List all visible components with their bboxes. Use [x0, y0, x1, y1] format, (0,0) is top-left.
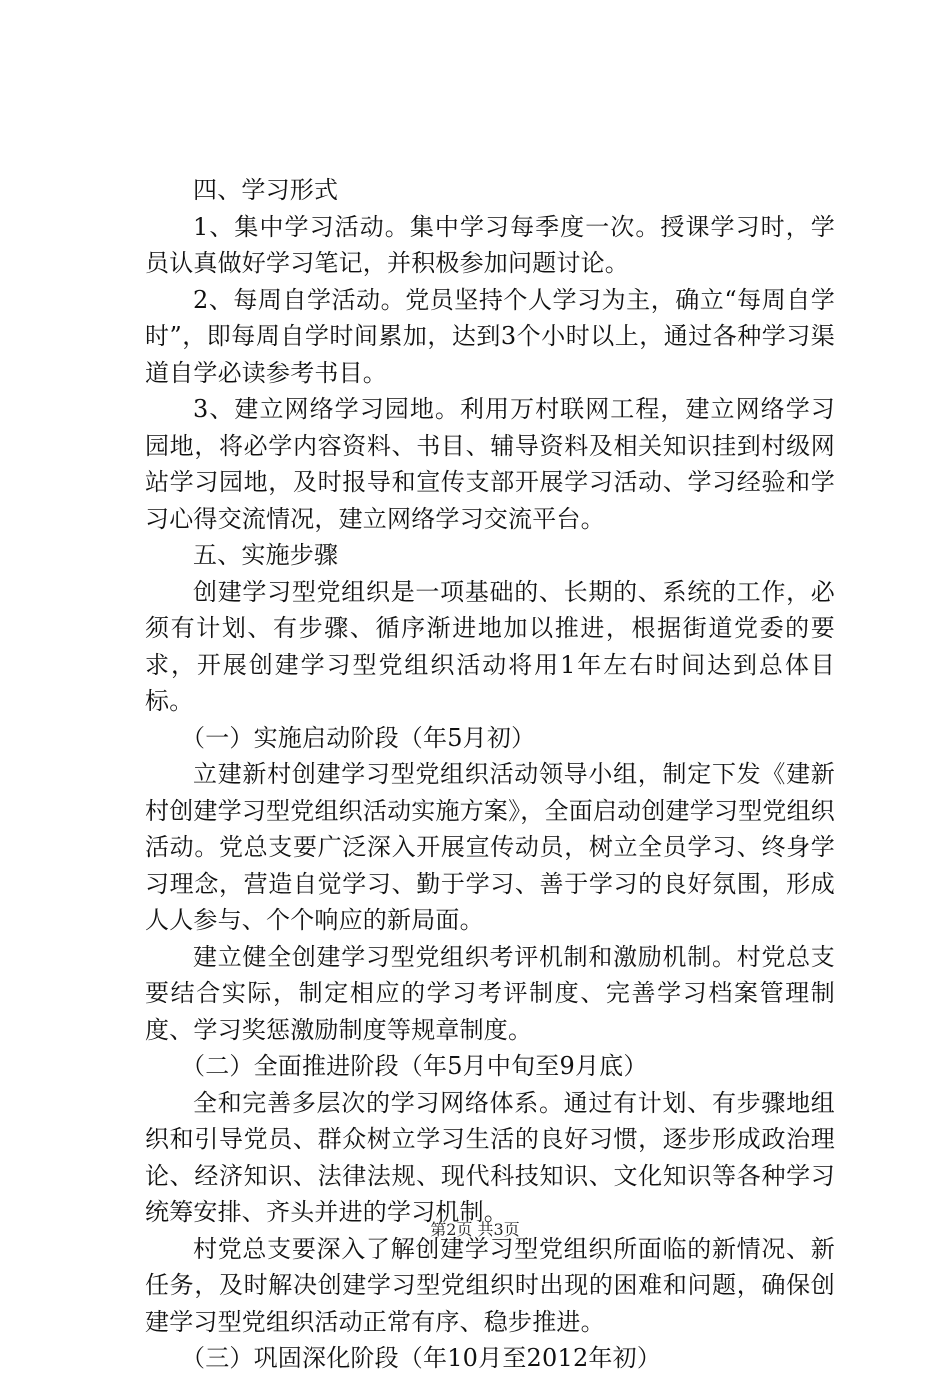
- paragraph-stage-1-b: 建立健全创建学习型党组织考评机制和激励机制。村党总支要结合实际，制定相应的学习考评制度、完善学习档案管理制度、学习奖惩激励制度等规章制度。: [145, 942, 835, 1044]
- stage-heading-3: （三）巩固深化阶段（年10月至2012年初）: [181, 1344, 662, 1372]
- section-heading-5: 五、实施步骤: [193, 541, 339, 569]
- paragraph-concentrated-study: 1、集中学习活动。集中学习每季度一次。授课学习时，学员认真做好学习笔记，并积极参加问题讨论。: [145, 212, 835, 277]
- paragraph-implementation-intro: 创建学习型党组织是一项基础的、长期的、系统的工作，必须有计划、有步骤、循序渐进地加以推进，根据街道党委的要求，开展创建学习型党组织活动将用1年左右时间达到总体目标。: [145, 577, 835, 715]
- paragraph-online-study: 3、建立网络学习园地。利用万村联网工程，建立网络学习园地，将必学内容资料、书目、辅导资料及相关知识挂到村级网站学习园地，及时报导和宣传支部开展学习活动、学习经验和学习心得交流情况，建立网络学习交流平台。: [145, 395, 835, 533]
- document-body: [145, 172, 835, 1377]
- stage-heading-2: （二）全面推进阶段（年5月中旬至9月底）: [181, 1052, 648, 1080]
- paragraph-stage-2-b: 村党总支要深入了解创建学习型党组织所面临的新情况、新任务，及时解决创建学习型党组织时出现的困难和问题，确保创建学习型党组织活动正常有序、稳步推进。: [145, 1234, 835, 1336]
- section-heading-4: 四、学习形式: [193, 176, 339, 204]
- paragraph-weekly-self-study: 2、每周自学活动。党员坚持个人学习为主，确立“每周自学时”，即每周自学时间累加，达到3个小时以上，通过各种学习渠道自学必读参考书目。: [145, 285, 835, 387]
- stage-heading-1: （一）实施启动阶段（年5月初）: [181, 723, 536, 752]
- page-number-footer: 第2页 共3页: [430, 1220, 520, 1239]
- paragraph-stage-2-a: 全和完善多层次的学习网络体系。通过有计划、有步骤地组织和引导党员、群众树立学习生活的良好习惯，逐步形成政治理论、经济知识、法律法规、现代科技知识、文化知识等各种学习统筹安排、齐头并进的学习机制。: [145, 1088, 835, 1226]
- paragraph-stage-1-a: 立建新村创建学习型党组织活动领导小组，制定下发《建新村创建学习型党组织活动实施方案》，全面启动创建学习型党组织活动。党总支要广泛深入开展宣传动员，树立全员学习、终身学习理念，营造自觉学习、勤于学习、善于学习的良好氛围，形成人人参与、个个响应的新局面。: [145, 760, 835, 934]
